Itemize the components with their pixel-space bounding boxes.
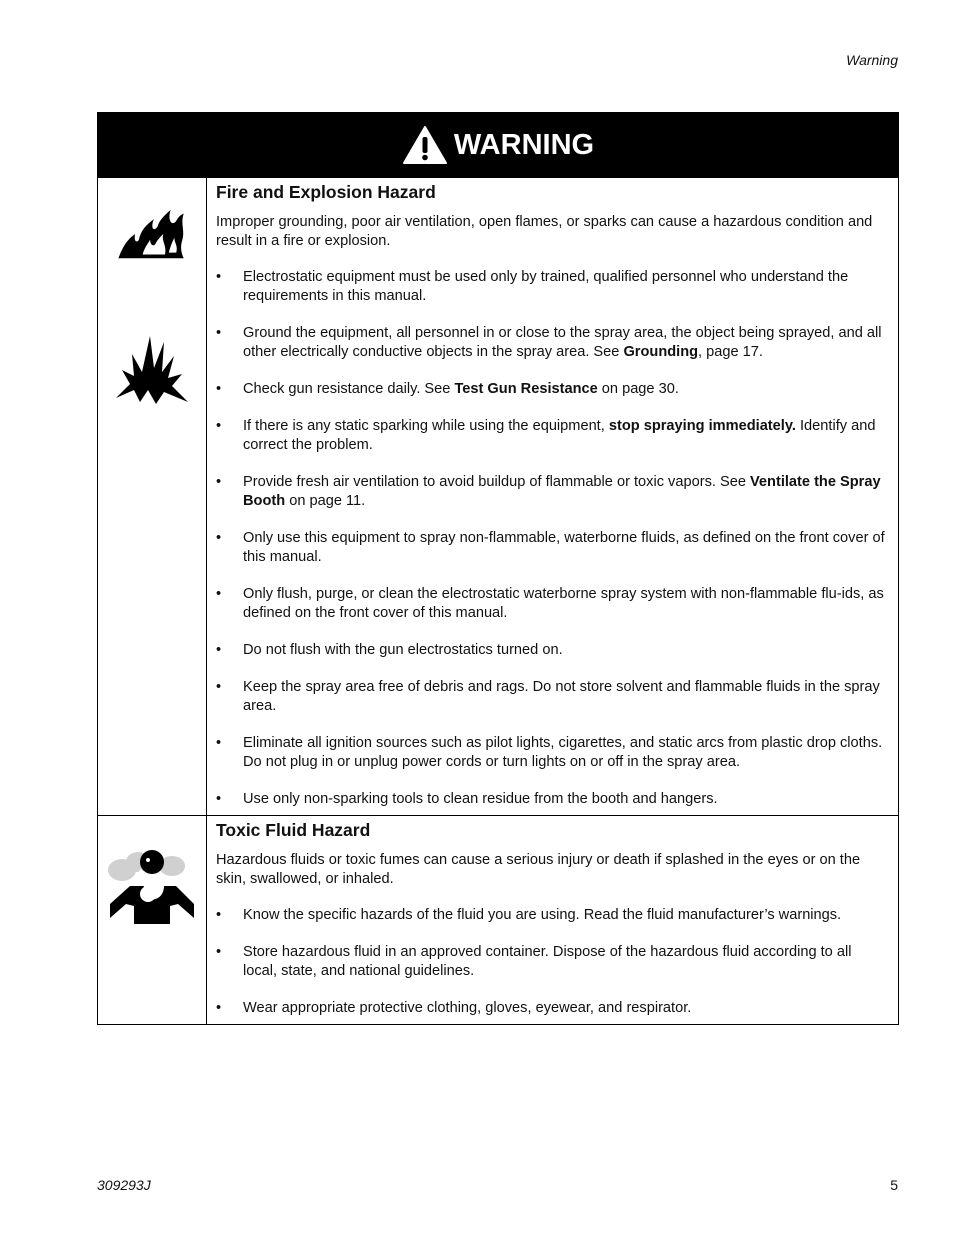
hazard-row-toxic — [98, 815, 898, 1024]
bullet-item — [216, 324, 888, 362]
bullet-item — [216, 380, 888, 399]
bullet-bold-text: Grounding — [623, 344, 699, 360]
bullet-item — [216, 906, 888, 925]
bullet-item — [216, 417, 888, 455]
hazard-title: Toxic Fluid Hazard — [216, 820, 371, 840]
bullet-dot: • — [216, 325, 222, 341]
bullet-dot: • — [216, 586, 222, 602]
bullet-item — [216, 529, 888, 567]
bullet-dot: • — [216, 269, 222, 285]
bullet-dot: • — [216, 418, 222, 434]
bullet-dot: • — [216, 1000, 222, 1016]
hazard-intro: Hazardous fluids or toxic fumes can cause a serious injury or death if splashed in the eyes or on the skin, swallowed, or inhaled. — [216, 852, 861, 887]
warning-table — [97, 112, 899, 1025]
bullet-bold-text: stop spraying immediately. — [608, 418, 796, 434]
explosion-icon — [112, 330, 192, 410]
bullet-text: Only use this equipment to spray non-flammable, waterborne fluids, as defined on the front cover of this manual. — [243, 530, 885, 565]
flame-icon — [112, 206, 192, 262]
hazard-bullet-list — [216, 268, 888, 809]
bullet-dot: • — [216, 735, 222, 751]
hazard-row-fire — [98, 177, 898, 815]
bullet-dot: • — [216, 944, 222, 960]
bullet-text: Wear appropriate protective clothing, gloves, eyewear, and respirator. — [243, 1000, 692, 1016]
bullet-text: Electrostatic equipment must be used only by trained, qualified personnel who understand the requirements in this manual. — [243, 269, 849, 304]
hazard-intro: Improper grounding, poor air ventilation, open flames, or sparks can cause a hazardous condition and result in a fire or explosion. — [216, 214, 873, 249]
hazard-text-cell — [207, 178, 898, 815]
bullet-text: Check gun resistance daily. See — [243, 381, 455, 397]
warning-banner — [98, 113, 898, 177]
bullet-text: Provide fresh air ventilation to avoid buildup of flammable or toxic vapors. See — [243, 474, 750, 490]
hazard-symbol-cell — [98, 178, 207, 815]
bullet-text: If there is any static sparking while using the equipment, — [243, 418, 609, 434]
bullet-text: Only flush, purge, or clean the electrostatic waterborne spray system with non-flammable flu-ids, as defined on the front cover of this manual. — [243, 586, 884, 621]
hazard-symbol-cell — [98, 816, 207, 1024]
bullet-dot: • — [216, 381, 222, 397]
bullet-text: Eliminate all ignition sources such as pilot lights, cigarettes, and static arcs from plastic drop cloths. Do not plug in or unplug power cords or turn lights on or off in the spray area. — [243, 735, 883, 770]
bullet-item — [216, 678, 888, 716]
bullet-item — [216, 473, 888, 511]
bullet-bold-text: Test Gun Resistance — [454, 381, 598, 397]
running-head: Warning — [846, 52, 898, 68]
page-number: 5 — [890, 1177, 898, 1193]
bullet-text: Store hazardous fluid in an approved container. Dispose of the hazardous fluid according to all local, state, and national guidelines. — [243, 944, 852, 979]
bullet-dot: • — [216, 791, 222, 807]
document-number: 309293J — [97, 1177, 151, 1193]
bullet-dot: • — [216, 474, 222, 490]
bullet-text: Ground the equipment, all personnel in or close to the spray area, the object being sprayed, and all other electrically conductive objects in the spray area. See — [243, 325, 882, 360]
bullet-text: on page 30. — [597, 381, 679, 397]
bullet-item — [216, 641, 888, 660]
bullet-text: , page 17. — [698, 344, 763, 360]
warning-triangle-icon — [402, 125, 448, 165]
bullet-item — [216, 734, 888, 772]
bullet-dot: • — [216, 642, 222, 658]
toxic-fumes-person-icon — [108, 846, 198, 926]
bullet-text: Use only non-sparking tools to clean residue from the booth and hangers. — [243, 791, 718, 807]
bullet-text: Identify and correct the problem. — [243, 418, 876, 453]
bullet-dot: • — [216, 907, 222, 923]
warning-banner-title: WARNING — [453, 128, 595, 161]
bullet-dot: • — [216, 530, 222, 546]
bullet-item — [216, 585, 888, 623]
bullet-text: Do not flush with the gun electrostatics turned on. — [243, 642, 563, 658]
hazard-text-cell — [207, 816, 898, 1024]
bullet-item — [216, 268, 888, 306]
bullet-text: on page 11. — [285, 493, 366, 509]
bullet-item — [216, 790, 888, 809]
bullet-item — [216, 943, 888, 981]
bullet-item — [216, 999, 888, 1018]
hazard-title: Fire and Explosion Hazard — [216, 182, 436, 202]
bullet-bold-text: Ventilate the Spray Booth — [243, 474, 881, 509]
hazard-bullet-list — [216, 906, 888, 1018]
bullet-text: Know the specific hazards of the fluid you are using. Read the fluid manufacturer’s warnings. — [243, 907, 842, 923]
bullet-text: Keep the spray area free of debris and rags. Do not store solvent and flammable fluids in the spray area. — [243, 679, 880, 714]
bullet-dot: • — [216, 679, 222, 695]
